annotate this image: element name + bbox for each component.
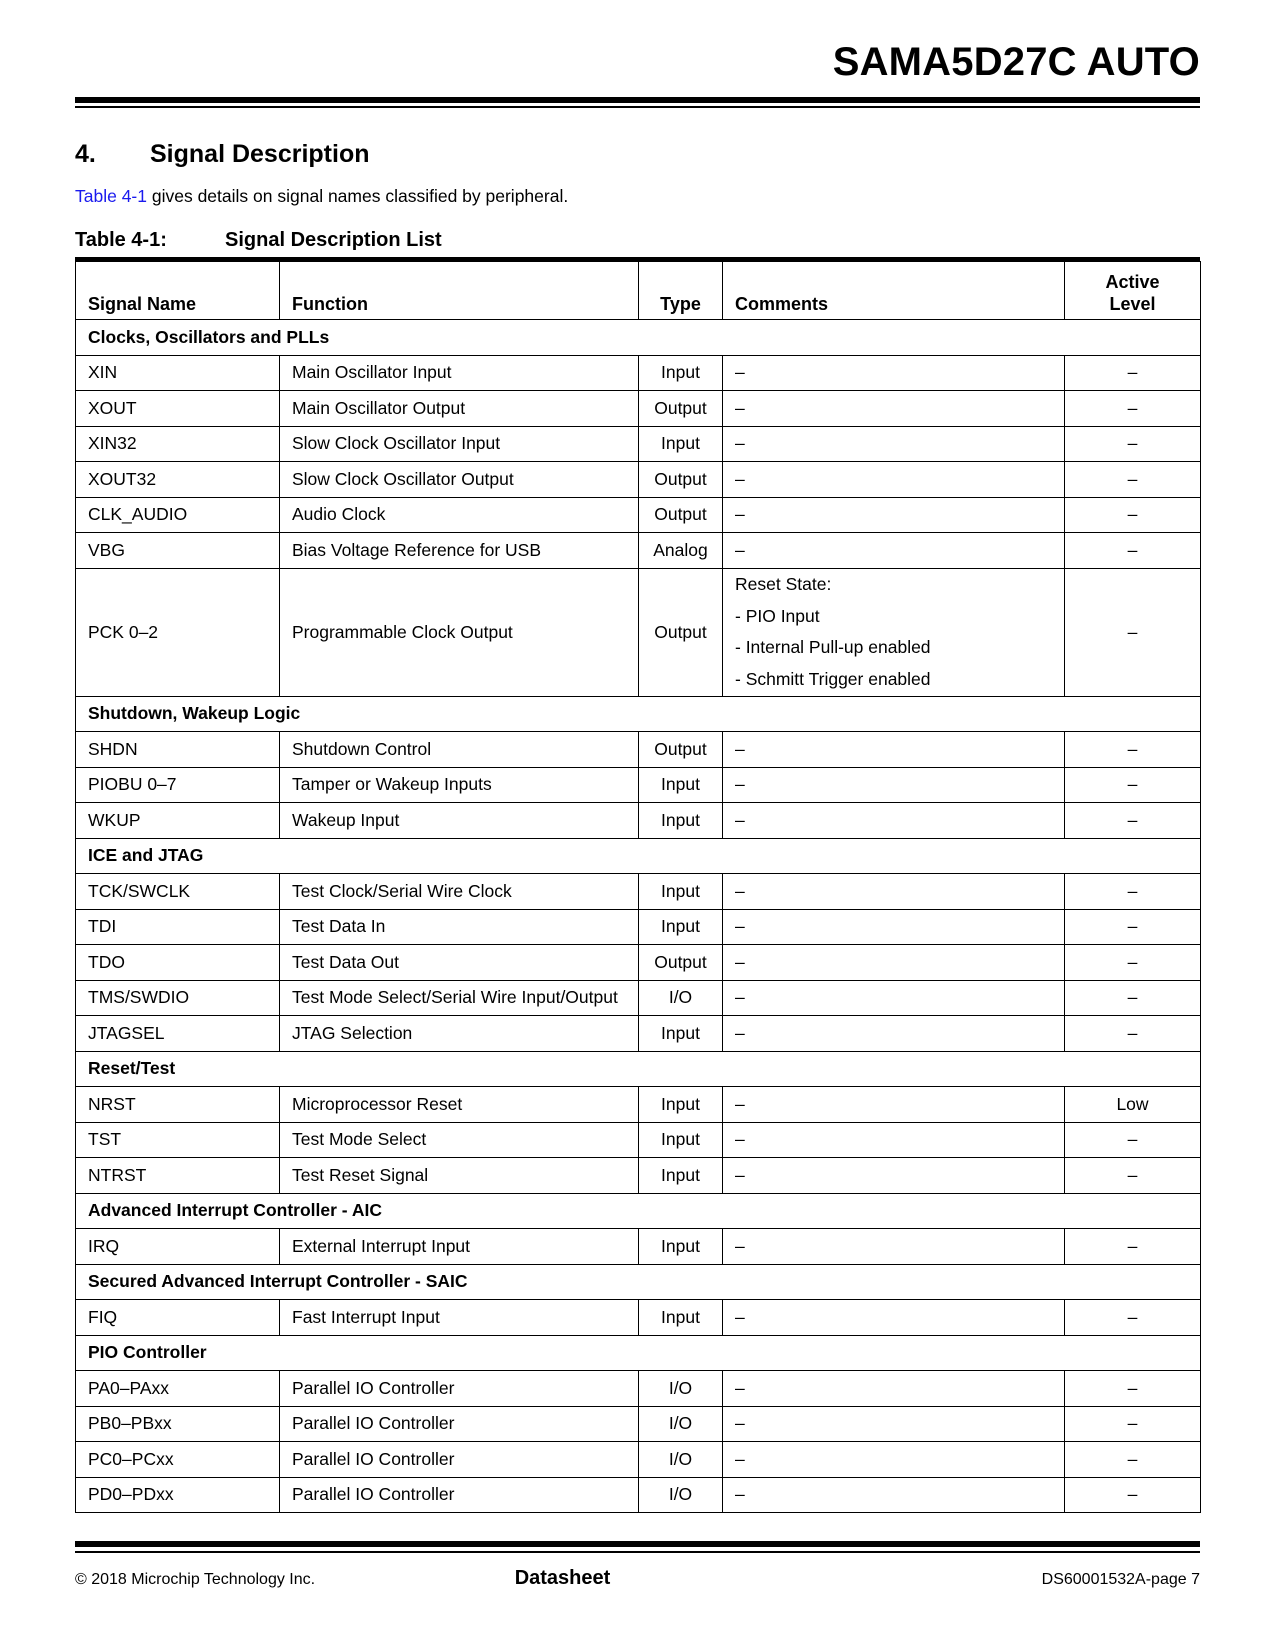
group-title: Advanced Interrupt Controller - AIC xyxy=(76,1193,1201,1229)
cell-type: Output xyxy=(639,945,723,981)
cell-comments xyxy=(723,909,1065,945)
cell-function: Parallel IO Controller xyxy=(280,1371,639,1407)
group-row xyxy=(76,1264,1201,1300)
cell-function: Audio Clock xyxy=(280,497,639,533)
cell-signal-name: PC0–PCxx xyxy=(76,1442,280,1478)
comment-line: - Schmitt Trigger enabled xyxy=(735,668,931,689)
comment-line: – xyxy=(735,987,745,1008)
cell-function: Parallel IO Controller xyxy=(280,1406,639,1442)
cell-active-level: – xyxy=(1065,1477,1201,1513)
cell-type: Input xyxy=(639,767,723,803)
comment-line: Reset State: xyxy=(735,574,832,594)
table-caption-number: Table 4-1: xyxy=(75,229,167,251)
cell-function: Parallel IO Controller xyxy=(280,1477,639,1513)
cell-type: Input xyxy=(639,874,723,910)
cell-signal-name: XOUT32 xyxy=(76,462,280,498)
table-row xyxy=(76,909,1201,945)
header-active-level xyxy=(1065,262,1201,320)
comment-line: – xyxy=(735,433,745,454)
comment-line: – xyxy=(735,539,745,560)
cell-type: Output xyxy=(639,391,723,427)
cell-function: Fast Interrupt Input xyxy=(280,1300,639,1336)
cell-type: Input xyxy=(639,909,723,945)
cell-signal-name: WKUP xyxy=(76,803,280,839)
cell-active-level: – xyxy=(1065,909,1201,945)
comment-line: – xyxy=(735,1235,745,1256)
table-row xyxy=(76,767,1201,803)
cell-signal-name: PD0–PDxx xyxy=(76,1477,280,1513)
comment-line: – xyxy=(735,1164,745,1185)
section-number: 4. xyxy=(75,140,96,168)
table-row xyxy=(76,1087,1201,1123)
cell-active-level: – xyxy=(1065,945,1201,981)
table-row xyxy=(76,497,1201,533)
cell-active-level: – xyxy=(1065,462,1201,498)
group-row xyxy=(76,838,1201,874)
cell-active-level: – xyxy=(1065,1442,1201,1478)
group-row xyxy=(76,320,1201,356)
cell-comments xyxy=(723,980,1065,1016)
cell-signal-name: NTRST xyxy=(76,1158,280,1194)
cell-comments xyxy=(723,1016,1065,1052)
table-row xyxy=(76,1229,1201,1265)
header-rule-thick xyxy=(75,97,1200,103)
cell-signal-name: PCK 0–2 xyxy=(76,568,280,696)
cell-type: Analog xyxy=(639,533,723,569)
group-title: Secured Advanced Interrupt Controller - SAIC xyxy=(76,1264,1201,1300)
comment-line: - Internal Pull-up enabled xyxy=(735,637,931,657)
cell-signal-name: XIN32 xyxy=(76,426,280,462)
comment-line: – xyxy=(735,809,745,830)
cell-function: Test Mode Select/Serial Wire Input/Output xyxy=(280,980,639,1016)
comment-line: – xyxy=(735,916,745,937)
cell-active-level: – xyxy=(1065,1229,1201,1265)
group-row xyxy=(76,1051,1201,1087)
cell-type: Input xyxy=(639,1087,723,1123)
cell-signal-name: PIOBU 0–7 xyxy=(76,767,280,803)
cell-comments xyxy=(723,533,1065,569)
comment-line: – xyxy=(735,880,745,901)
cell-signal-name: JTAGSEL xyxy=(76,1016,280,1052)
cell-signal-name: PB0–PBxx xyxy=(76,1406,280,1442)
cell-signal-name: TDO xyxy=(76,945,280,981)
intro-paragraph xyxy=(75,186,568,207)
cell-signal-name: VBG xyxy=(76,533,280,569)
table-row xyxy=(76,462,1201,498)
footer-doc-type: Datasheet xyxy=(514,1567,611,1589)
table-row xyxy=(76,426,1201,462)
table-row xyxy=(76,980,1201,1016)
comment-line: – xyxy=(735,1129,745,1150)
cell-function: Main Oscillator Output xyxy=(280,391,639,427)
cell-type: Output xyxy=(639,497,723,533)
group-row xyxy=(76,1335,1201,1371)
table-row xyxy=(76,533,1201,569)
cell-signal-name: XOUT xyxy=(76,391,280,427)
table-row xyxy=(76,1477,1201,1513)
cell-type: Input xyxy=(639,1229,723,1265)
cell-function: Microprocessor Reset xyxy=(280,1087,639,1123)
comment-line: – xyxy=(735,1448,745,1469)
cell-active-level: Low xyxy=(1065,1087,1201,1123)
cell-function: Test Reset Signal xyxy=(280,1158,639,1194)
cell-signal-name: TMS/SWDIO xyxy=(76,980,280,1016)
cell-active-level: – xyxy=(1065,1122,1201,1158)
table-row xyxy=(76,1442,1201,1478)
comment-line: – xyxy=(735,1022,745,1043)
table-row xyxy=(76,1122,1201,1158)
table-row xyxy=(76,391,1201,427)
cell-active-level: – xyxy=(1065,874,1201,910)
header-type: Type xyxy=(639,262,723,320)
table-row xyxy=(76,732,1201,768)
comment-line: – xyxy=(735,1093,745,1114)
cell-comments xyxy=(723,1229,1065,1265)
comment-line: – xyxy=(735,468,745,489)
header-function: Function xyxy=(280,262,639,320)
cell-active-level: – xyxy=(1065,1016,1201,1052)
cell-type: I/O xyxy=(639,1371,723,1407)
group-title: Reset/Test xyxy=(76,1051,1201,1087)
cell-type: Input xyxy=(639,803,723,839)
cell-type: Input xyxy=(639,1016,723,1052)
cell-type: Output xyxy=(639,568,723,696)
cell-function: Slow Clock Oscillator Input xyxy=(280,426,639,462)
table-row xyxy=(76,1016,1201,1052)
table-row xyxy=(76,1158,1201,1194)
table-row xyxy=(76,568,1201,696)
cell-function: Shutdown Control xyxy=(280,732,639,768)
header-active-line2: Level xyxy=(1109,294,1156,314)
cell-signal-name: CLK_AUDIO xyxy=(76,497,280,533)
cell-comments xyxy=(723,767,1065,803)
cell-comments xyxy=(723,1477,1065,1513)
group-title: ICE and JTAG xyxy=(76,838,1201,874)
cell-type: Input xyxy=(639,1300,723,1336)
cell-signal-name: XIN xyxy=(76,355,280,391)
cell-type: Output xyxy=(639,732,723,768)
cell-signal-name: SHDN xyxy=(76,732,280,768)
cell-function: Test Data In xyxy=(280,909,639,945)
cell-comments xyxy=(723,1442,1065,1478)
cell-signal-name: FIQ xyxy=(76,1300,280,1336)
cell-type: I/O xyxy=(639,1477,723,1513)
cell-function: Test Clock/Serial Wire Clock xyxy=(280,874,639,910)
cell-function: Wakeup Input xyxy=(280,803,639,839)
cell-active-level: – xyxy=(1065,1300,1201,1336)
cell-function: Parallel IO Controller xyxy=(280,1442,639,1478)
cell-type: Input xyxy=(639,355,723,391)
cell-signal-name: TDI xyxy=(76,909,280,945)
section-heading xyxy=(75,140,369,169)
comment-line: - PIO Input xyxy=(735,605,820,626)
cell-active-level: – xyxy=(1065,533,1201,569)
header-active-line1: Active xyxy=(1105,272,1160,292)
group-title: PIO Controller xyxy=(76,1335,1201,1371)
cell-active-level: – xyxy=(1065,426,1201,462)
header-rule-thin xyxy=(75,106,1200,108)
cell-function: Programmable Clock Output xyxy=(280,568,639,696)
table-body xyxy=(76,320,1201,1513)
comment-line: – xyxy=(735,738,745,759)
table-row xyxy=(76,1300,1201,1336)
cell-comments xyxy=(723,462,1065,498)
comment-line: – xyxy=(735,1306,745,1327)
cell-active-level: – xyxy=(1065,391,1201,427)
section-title: Signal Description xyxy=(150,140,370,168)
cell-active-level: – xyxy=(1065,1158,1201,1194)
cell-signal-name: IRQ xyxy=(76,1229,280,1265)
comment-line: – xyxy=(735,1413,745,1434)
comment-line: – xyxy=(735,362,745,383)
cell-type: I/O xyxy=(639,1406,723,1442)
cell-function: Bias Voltage Reference for USB xyxy=(280,533,639,569)
header-comments: Comments xyxy=(723,262,1065,320)
cell-type: Output xyxy=(639,462,723,498)
cell-comments xyxy=(723,1122,1065,1158)
table-caption-title: Signal Description List xyxy=(225,229,442,251)
cell-function: JTAG Selection xyxy=(280,1016,639,1052)
cell-type: I/O xyxy=(639,980,723,1016)
table-row xyxy=(76,874,1201,910)
cell-comments xyxy=(723,732,1065,768)
table-row xyxy=(76,355,1201,391)
cell-signal-name: TCK/SWCLK xyxy=(76,874,280,910)
document-title: SAMA5D27C AUTO xyxy=(832,40,1200,84)
cell-active-level: – xyxy=(1065,767,1201,803)
cell-comments xyxy=(723,945,1065,981)
cell-comments xyxy=(723,874,1065,910)
cell-active-level: – xyxy=(1065,497,1201,533)
cell-active-level: – xyxy=(1065,732,1201,768)
cell-active-level: – xyxy=(1065,568,1201,696)
comment-line: – xyxy=(735,951,745,972)
comment-line: – xyxy=(735,504,745,525)
signal-description-table xyxy=(75,261,1201,1513)
cell-comments xyxy=(723,1371,1065,1407)
cell-signal-name: NRST xyxy=(76,1087,280,1123)
table-row xyxy=(76,803,1201,839)
group-row xyxy=(76,1193,1201,1229)
cell-type: Input xyxy=(639,1158,723,1194)
cell-comments xyxy=(723,355,1065,391)
cell-function: Slow Clock Oscillator Output xyxy=(280,462,639,498)
cell-comments xyxy=(723,426,1065,462)
footer-rule-thick xyxy=(75,1541,1200,1547)
cell-comments xyxy=(723,497,1065,533)
cell-function: External Interrupt Input xyxy=(280,1229,639,1265)
table-row xyxy=(76,945,1201,981)
cell-function: Tamper or Wakeup Inputs xyxy=(280,767,639,803)
cell-comments xyxy=(723,391,1065,427)
comment-line: – xyxy=(735,1484,745,1505)
table-caption xyxy=(75,229,442,252)
footer-copyright: © 2018 Microchip Technology Inc. xyxy=(75,1571,316,1588)
comment-line: – xyxy=(735,774,745,795)
cell-function: Test Mode Select xyxy=(280,1122,639,1158)
table-row xyxy=(76,1406,1201,1442)
group-title: Shutdown, Wakeup Logic xyxy=(76,696,1201,732)
table-reference-link[interactable]: Table 4-1 xyxy=(75,186,147,206)
cell-active-level: – xyxy=(1065,803,1201,839)
cell-active-level: – xyxy=(1065,980,1201,1016)
group-title: Clocks, Oscillators and PLLs xyxy=(76,320,1201,356)
footer-rule-thin xyxy=(75,1551,1200,1553)
cell-comments xyxy=(723,1158,1065,1194)
cell-signal-name: PA0–PAxx xyxy=(76,1371,280,1407)
group-row xyxy=(76,696,1201,732)
cell-active-level: – xyxy=(1065,1371,1201,1407)
table-header-row xyxy=(76,262,1201,320)
footer-page-number: DS60001532A-page 7 xyxy=(1041,1571,1200,1588)
cell-type: Input xyxy=(639,1122,723,1158)
table-row xyxy=(76,1371,1201,1407)
cell-active-level: – xyxy=(1065,1406,1201,1442)
comment-line: – xyxy=(735,397,745,418)
cell-comments xyxy=(723,803,1065,839)
intro-text: gives details on signal names classified by peripheral. xyxy=(147,186,569,206)
cell-active-level: – xyxy=(1065,355,1201,391)
cell-comments xyxy=(723,568,1065,696)
cell-function: Main Oscillator Input xyxy=(280,355,639,391)
cell-comments xyxy=(723,1087,1065,1123)
comment-line: – xyxy=(735,1377,745,1398)
cell-comments xyxy=(723,1406,1065,1442)
cell-comments xyxy=(723,1300,1065,1336)
cell-signal-name: TST xyxy=(76,1122,280,1158)
cell-type: I/O xyxy=(639,1442,723,1478)
header-signal-name: Signal Name xyxy=(76,262,280,320)
cell-function: Test Data Out xyxy=(280,945,639,981)
cell-type: Input xyxy=(639,426,723,462)
